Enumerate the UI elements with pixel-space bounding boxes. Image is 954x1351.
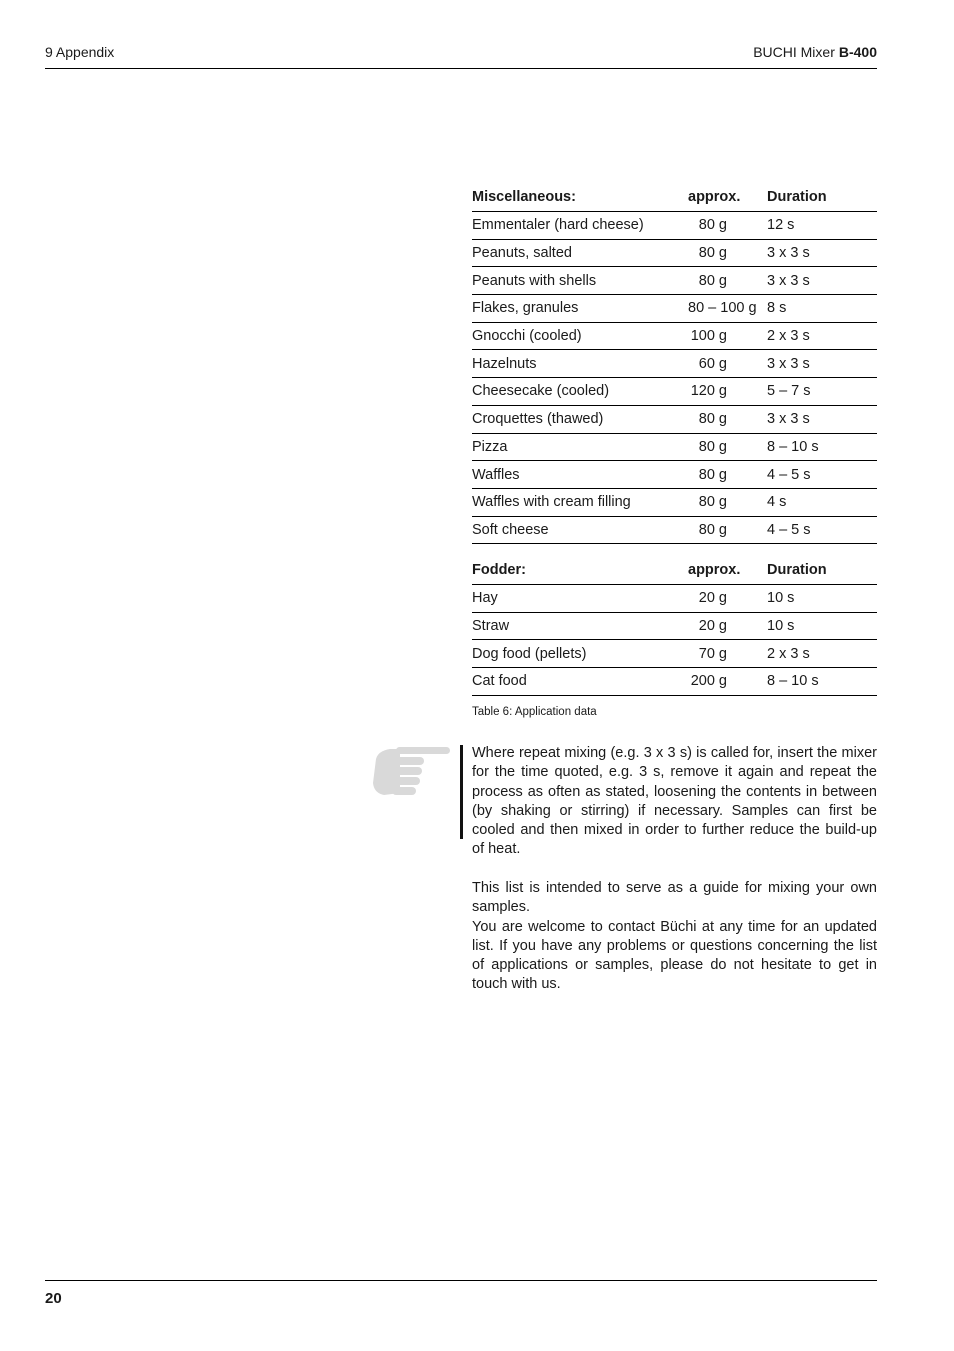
column-header-duration: Duration [767,556,877,585]
page-number: 20 [45,1290,62,1307]
cell-amount-value: 70 g [698,645,727,662]
header-rule [45,68,877,69]
cell-duration: 2 x 3 s [767,640,877,668]
header-section-title: 9 Appendix [45,44,115,60]
cell-amount [679,433,767,461]
header-model: B-400 [838,44,877,60]
cell-amount [679,585,767,613]
cell-duration: 4 – 5 s [767,461,877,489]
cell-duration: 4 – 5 s [767,516,877,544]
cell-amount [679,461,767,489]
cell-duration: 5 – 7 s [767,378,877,406]
table-row [472,212,877,240]
cell-amount [679,378,767,406]
body-paragraph-2: You are welcome to contact Büchi at any time for an updated list. If you have any problems or questions concerning the list of applications or samples, please do not hesitate to get in touch with us. [472,918,877,993]
cell-amount-value: 20 g [698,618,727,635]
cell-duration: 3 x 3 s [767,239,877,267]
cell-duration: 8 s [767,295,877,323]
cell-duration: 4 s [767,488,877,516]
cell-amount-value: 200 g [690,673,727,690]
cell-duration: 3 x 3 s [767,405,877,433]
cell-item: Cheesecake (cooled) [472,378,679,406]
cell-amount-value: 80 g [698,245,727,262]
cell-duration: 8 – 10 s [767,668,877,696]
table-row [472,295,877,323]
cell-amount [679,612,767,640]
table-row [472,267,877,295]
footer-rule [45,1280,877,1281]
cell-amount-value: 80 g [698,217,727,234]
cell-amount [679,640,767,668]
header-product [753,44,877,60]
cell-duration: 10 s [767,585,877,613]
cell-duration: 2 x 3 s [767,322,877,350]
table-header-row [472,183,877,212]
cell-item: Flakes, granules [472,295,679,323]
cell-amount [679,239,767,267]
cell-amount-value: 20 g [698,590,727,607]
table-caption: Table 6: Application data [472,706,597,718]
cell-duration: 8 – 10 s [767,433,877,461]
cell-amount-value: 80 g [698,411,727,428]
cell-amount [679,295,767,323]
body-text [472,879,877,995]
cell-item: Cat food [472,668,679,696]
cell-amount-value: 60 g [698,355,727,372]
cell-amount-value: 100 g [690,328,727,345]
cell-amount-value: 80 g [698,466,727,483]
table-row [472,322,877,350]
cell-amount [679,212,767,240]
cell-amount [679,350,767,378]
cell-item: Emmentaler (hard cheese) [472,212,679,240]
table-row [472,433,877,461]
cell-item: Hazelnuts [472,350,679,378]
cell-item: Peanuts with shells [472,267,679,295]
body-paragraph-1: This list is intended to serve as a guide for mixing your own samples. [472,880,877,916]
table-row [472,585,877,613]
table-row [472,405,877,433]
cell-item: Waffles with cream filling [472,488,679,516]
header-product-name: BUCHI Mixer [753,44,835,60]
cell-amount-value: 80 g [698,494,727,511]
table-row [472,378,877,406]
cell-item: Waffles [472,461,679,489]
cell-amount [679,668,767,696]
cell-item: Dog food (pellets) [472,640,679,668]
cell-item: Straw [472,612,679,640]
cell-amount-value: 80 g [698,521,727,538]
cell-amount [679,405,767,433]
table-row [472,350,877,378]
cell-amount [679,516,767,544]
table-row [472,668,877,696]
pointing-hand-icon [370,745,452,799]
note-marker-bar [460,745,463,839]
table-row [472,612,877,640]
cell-amount-value: 80 – 100 g [688,300,757,317]
cell-duration: 3 x 3 s [767,267,877,295]
column-header-amount: approx. [679,556,767,585]
column-header-item: Miscellaneous: [472,183,679,212]
cell-item: Peanuts, salted [472,239,679,267]
table-row [472,239,877,267]
cell-item: Croquettes (thawed) [472,405,679,433]
fodder-table [472,556,877,696]
column-header-duration: Duration [767,183,877,212]
table-row [472,461,877,489]
cell-amount [679,322,767,350]
cell-amount [679,488,767,516]
cell-duration: 10 s [767,612,877,640]
table-row [472,640,877,668]
miscellaneous-table [472,183,877,544]
cell-duration: 3 x 3 s [767,350,877,378]
cell-item: Hay [472,585,679,613]
cell-item: Soft cheese [472,516,679,544]
column-header-item: Fodder: [472,556,679,585]
table-header-row [472,556,877,585]
cell-item: Pizza [472,433,679,461]
cell-duration: 12 s [767,212,877,240]
cell-amount-value: 80 g [698,438,727,455]
cell-amount [679,267,767,295]
cell-amount-value: 120 g [690,383,727,400]
cell-amount-value: 80 g [698,272,727,289]
table-row [472,516,877,544]
note-text: Where repeat mixing (e.g. 3 x 3 s) is called for, insert the mixer for the time quoted, e.g. 3 s, remove it again and repeat the process as often as stated, loosening the contents in between (by shaking or stirring) if necessary. Samples can first be cooled and then mixed in order to further reduce the build-up of heat. [472,745,877,858]
table-row [472,488,877,516]
cell-item: Gnocchi (cooled) [472,322,679,350]
column-header-amount: approx. [679,183,767,212]
